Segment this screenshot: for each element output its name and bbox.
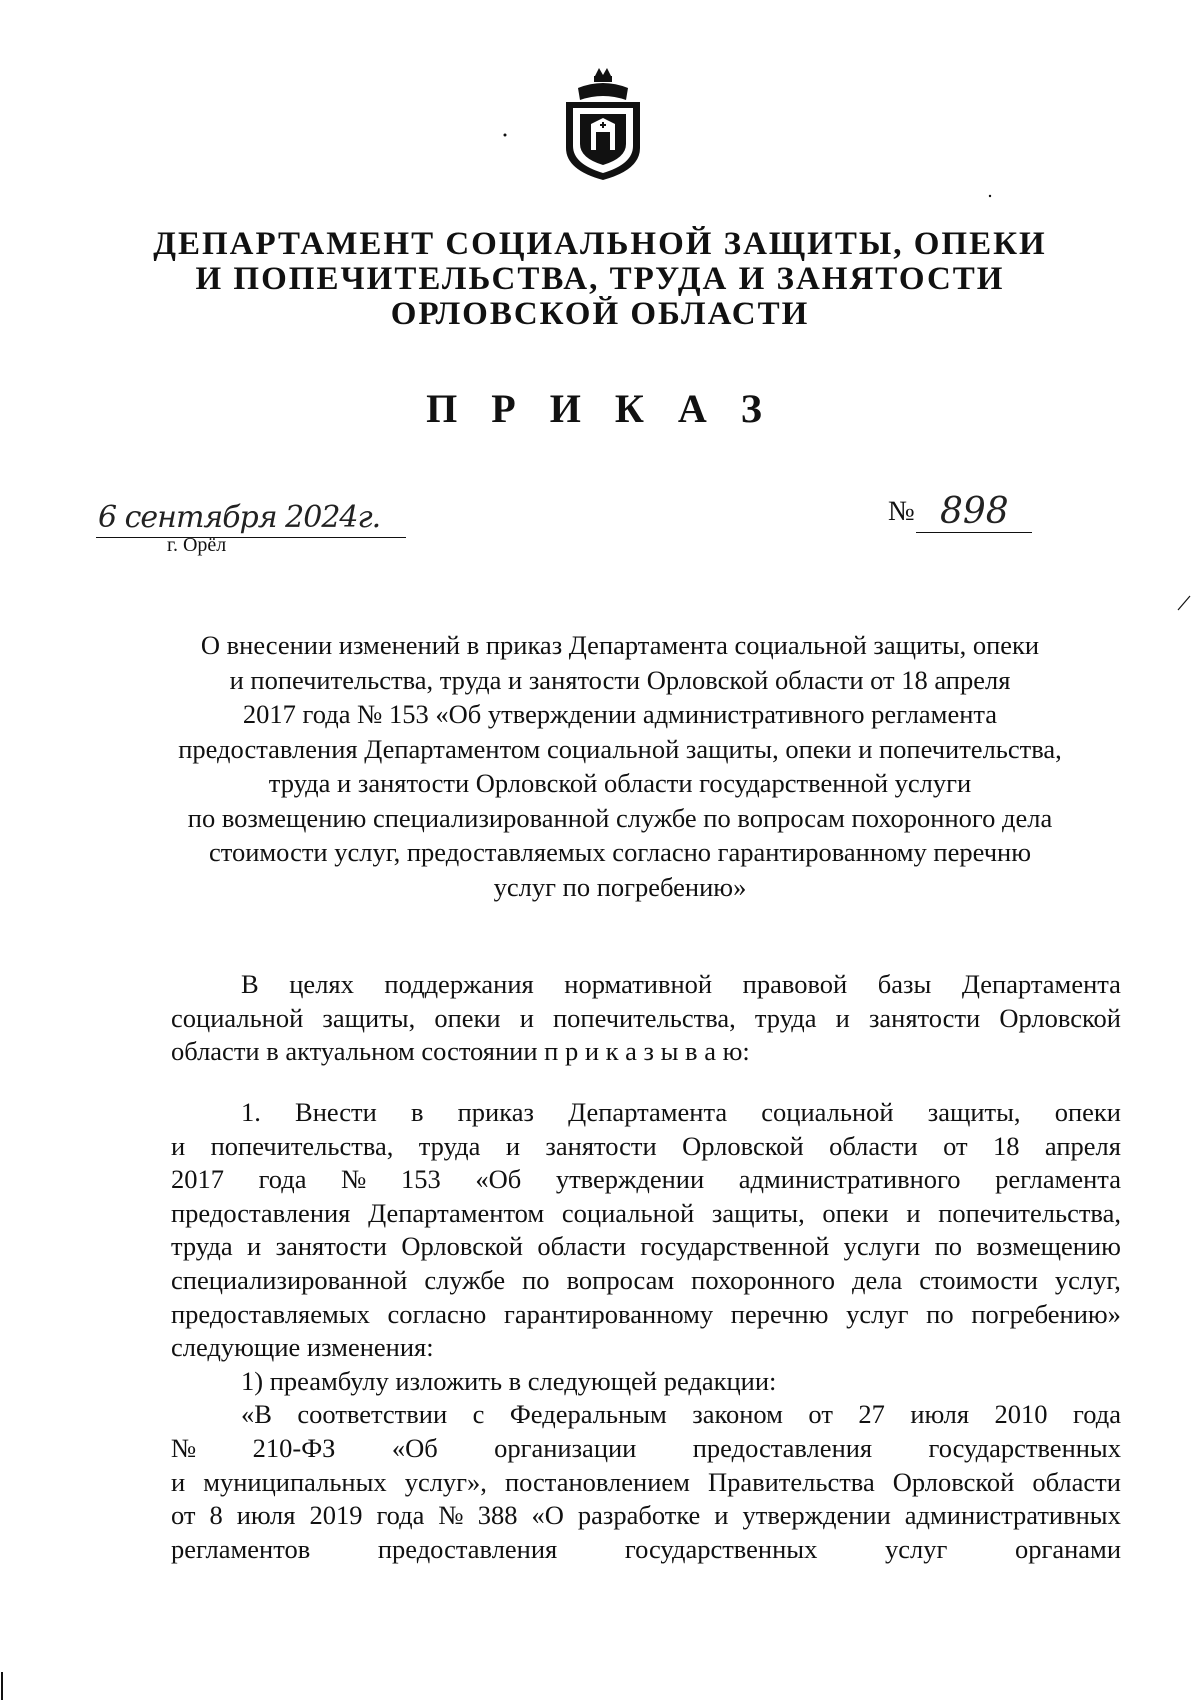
subject-line: стоимости услуг, предоставляемых согласно гарантированному перечню [208, 837, 1032, 867]
word: услуг [846, 1298, 909, 1329]
word: и [714, 1500, 729, 1531]
word: базы [877, 969, 932, 999]
subject-line: и попечительства, труда и занятости Орловской области от 18 апреля [229, 664, 1011, 695]
body-line: следующие изменения: [171, 1332, 434, 1363]
word: и [505, 1130, 521, 1161]
word: Департамента [961, 969, 1121, 999]
word: 388 [477, 1500, 518, 1531]
word: № [438, 1500, 464, 1531]
word: услуг, [1054, 1264, 1121, 1295]
word: области [1032, 1466, 1121, 1497]
word: законом [692, 1399, 783, 1430]
number-label: № [888, 496, 915, 527]
word: 2010 [994, 1399, 1048, 1430]
subitem-heading: 1) преамбулу изложить в следующей редакции: [241, 1365, 777, 1396]
word: согласно [387, 1298, 487, 1329]
word: похоронного [691, 1264, 835, 1295]
word: от [943, 1130, 968, 1161]
subject-line: услуг по погребению» [493, 871, 747, 902]
subject-line: 2017 года № 153 «Об утверждении административного регламента [242, 699, 998, 729]
word: и [906, 1197, 921, 1228]
word: апреля [1044, 1130, 1121, 1161]
word: специализированной [171, 1264, 408, 1295]
word: занятости [275, 1231, 387, 1262]
word: регламентов [171, 1533, 311, 1564]
word: предоставления [377, 1533, 558, 1564]
word: дела [852, 1264, 903, 1295]
word: Департамента [568, 1097, 728, 1127]
word: поддержания [384, 969, 534, 999]
word: по [522, 1264, 550, 1295]
word: труда [754, 1002, 817, 1033]
word: 153 [401, 1164, 441, 1195]
scan-dot [504, 134, 507, 137]
word: июля [236, 1500, 296, 1531]
word: перечню [730, 1298, 829, 1329]
handwritten-number: 898 [940, 491, 1009, 532]
word: В [241, 969, 259, 999]
word: от [171, 1500, 196, 1531]
word: регламента [995, 1164, 1121, 1195]
word: предоставляемых [171, 1298, 370, 1329]
document-type-title: П Р И К А З [426, 386, 774, 431]
word: Внести [295, 1097, 377, 1127]
word: услуги [843, 1231, 921, 1262]
word: 210-ФЗ [252, 1432, 336, 1463]
word: области [537, 1231, 626, 1262]
word: административного [738, 1164, 961, 1195]
word: возмещению [976, 1231, 1121, 1262]
word: Орловской [401, 1231, 523, 1262]
word: постановлением [504, 1466, 690, 1497]
word: по [934, 1231, 962, 1262]
subject-line: по возмещению специализированной службе по вопросам похоронного дела [187, 802, 1053, 833]
word: 18 [993, 1130, 1020, 1161]
word: 1. [241, 1097, 261, 1127]
word: Федеральным [509, 1399, 667, 1430]
department-line-1: ДЕПАРТАМЕНТ СОЦИАЛЬНОЙ ЗАЩИТЫ, ОПЕКИ [153, 226, 1047, 262]
word: попечительства, [938, 1197, 1121, 1228]
word: с [472, 1399, 485, 1430]
word: организации [494, 1432, 637, 1463]
word: услуг», [404, 1466, 487, 1497]
department-line-2: И ПОПЕЧИТЕЛЬСТВА, ТРУДА И ЗАНЯТОСТИ [195, 261, 1005, 297]
word: нормативной [564, 969, 713, 999]
body-line: области в актуальном состоянии п р и к а з ы в а ю: [171, 1036, 750, 1067]
word: Орловской [682, 1130, 804, 1161]
word: Орловской [999, 1002, 1121, 1033]
word: года [376, 1500, 425, 1531]
word: вопросам [566, 1264, 675, 1295]
word: предоставления [692, 1432, 873, 1463]
handwritten-date: 6 сентября 2024г. [98, 500, 381, 535]
word: социальной [561, 1197, 695, 1228]
word: и [247, 1231, 262, 1262]
word: утверждении [555, 1164, 705, 1195]
word: «В [241, 1399, 272, 1430]
word: государственных [928, 1432, 1121, 1463]
word: государственных [624, 1533, 818, 1564]
word: и [835, 1002, 850, 1033]
word: попечительства, [553, 1002, 736, 1033]
word: от [808, 1399, 833, 1430]
word: № [341, 1164, 367, 1195]
word: органами [1014, 1533, 1121, 1564]
word: в [410, 1097, 424, 1127]
word: труда [171, 1231, 233, 1262]
word: государственной [640, 1231, 830, 1262]
word: Правительства [707, 1466, 875, 1497]
scan-dot [989, 195, 991, 197]
word: Орловской [892, 1466, 1015, 1497]
word: целях [289, 969, 354, 999]
word: попечительства, [210, 1130, 394, 1161]
word: опеки [1054, 1097, 1121, 1127]
word: и [171, 1466, 186, 1497]
word: правовой [742, 969, 848, 999]
word: стоимости [919, 1264, 1038, 1295]
word: 2017 [171, 1164, 224, 1195]
word: 8 [209, 1500, 223, 1531]
word: июля [910, 1399, 970, 1430]
word: защиты, [927, 1097, 1021, 1127]
scan-mark [1178, 596, 1190, 610]
subject-line: предоставления Департаментом социальной защиты, опеки и попечительства, [178, 733, 1062, 764]
word: «Об [391, 1432, 438, 1463]
word: социальной [761, 1097, 894, 1127]
word: занятости [868, 1002, 981, 1033]
word: службе [424, 1264, 506, 1295]
word: и [519, 1002, 534, 1033]
word: защиты, [711, 1197, 805, 1228]
word: услуг [884, 1533, 948, 1564]
word: «О [531, 1500, 564, 1531]
word: опеки [822, 1197, 889, 1228]
word: года [1073, 1399, 1121, 1430]
subject-line: труда и занятости Орловской области государственной услуги [268, 768, 972, 798]
word: соответствии [297, 1399, 448, 1430]
word: труда [418, 1130, 481, 1161]
word: муниципальных [203, 1466, 387, 1497]
word: предоставления [171, 1197, 351, 1228]
word: области [829, 1130, 918, 1161]
subject-line: О внесении изменений в приказ Департамента социальной защиты, опеки [200, 630, 1040, 660]
word: занятости [545, 1130, 657, 1161]
word: погребению» [971, 1298, 1121, 1329]
word: социальной [171, 1002, 304, 1033]
word: и [171, 1130, 186, 1161]
word: года [258, 1164, 307, 1195]
word: приказ [457, 1097, 534, 1127]
department-line-3: ОРЛОВСКОЙ ОБЛАСТИ [390, 296, 810, 332]
word: по [926, 1298, 954, 1329]
city-label: г. Орёл [167, 534, 227, 556]
word: Департаментом [368, 1197, 545, 1228]
word: защиты, [322, 1002, 416, 1033]
word: № [171, 1432, 197, 1463]
word: 27 [858, 1399, 885, 1430]
word: административных [904, 1500, 1121, 1531]
word: гарантированному [503, 1298, 714, 1329]
word: разработке [577, 1500, 701, 1531]
word: утверждении [742, 1500, 891, 1531]
word: опеки [434, 1002, 501, 1033]
word: «Об [475, 1164, 522, 1195]
word: 2019 [309, 1500, 363, 1531]
